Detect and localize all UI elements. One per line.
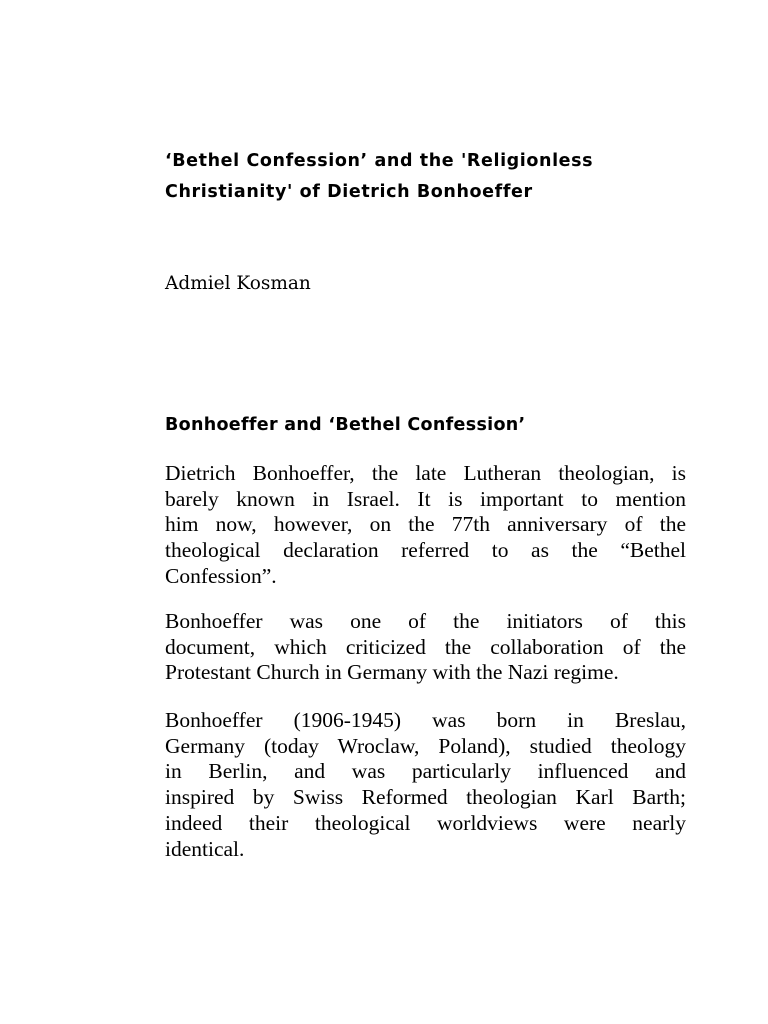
body-paragraph (165, 708, 686, 862)
body-paragraph (165, 609, 686, 686)
document-title-line: ‘Bethel Confession’ and the 'Religionless (165, 151, 594, 171)
document-title (165, 146, 695, 208)
document-title-line: Christianity' of Dietrich Bonhoeffer (165, 182, 533, 202)
paragraph-line: Bonhoeffer was one of the initiators of this (165, 609, 686, 633)
paragraph-line: identical. (165, 836, 245, 861)
paragraph-line: Bonhoeffer (1906-1945) was born in Breslau, (165, 708, 686, 732)
paragraph-line: indeed their theological worldviews were nearly (165, 810, 686, 835)
body-paragraph (165, 461, 686, 590)
paragraph-line: inspired by Swiss Reformed theologian Karl Barth; (165, 785, 686, 810)
paragraph-line: Confession”. (165, 563, 277, 588)
paragraph-line: Germany (today Wroclaw, Poland), studied theology (165, 733, 686, 758)
paragraph-line: document, which criticized the collaboration of the (165, 634, 686, 659)
author-name: Admiel Kosman (165, 273, 311, 294)
paragraph-line: theological declaration referred to as the “Bethel (165, 538, 686, 563)
section-heading: Bonhoeffer and ‘Bethel Confession’ (165, 415, 526, 435)
paragraph-line: Protestant Church in Germany with the Nazi regime. (165, 660, 619, 685)
paragraph-line: Dietrich Bonhoeffer, the late Lutheran theologian, is (165, 461, 686, 485)
paragraph-line: him now, however, on the 77th anniversary of the (165, 512, 686, 537)
paragraph-line: in Berlin, and was particularly influenced and (165, 759, 686, 784)
paragraph-line: barely known in Israel. It is important to mention (165, 486, 686, 511)
